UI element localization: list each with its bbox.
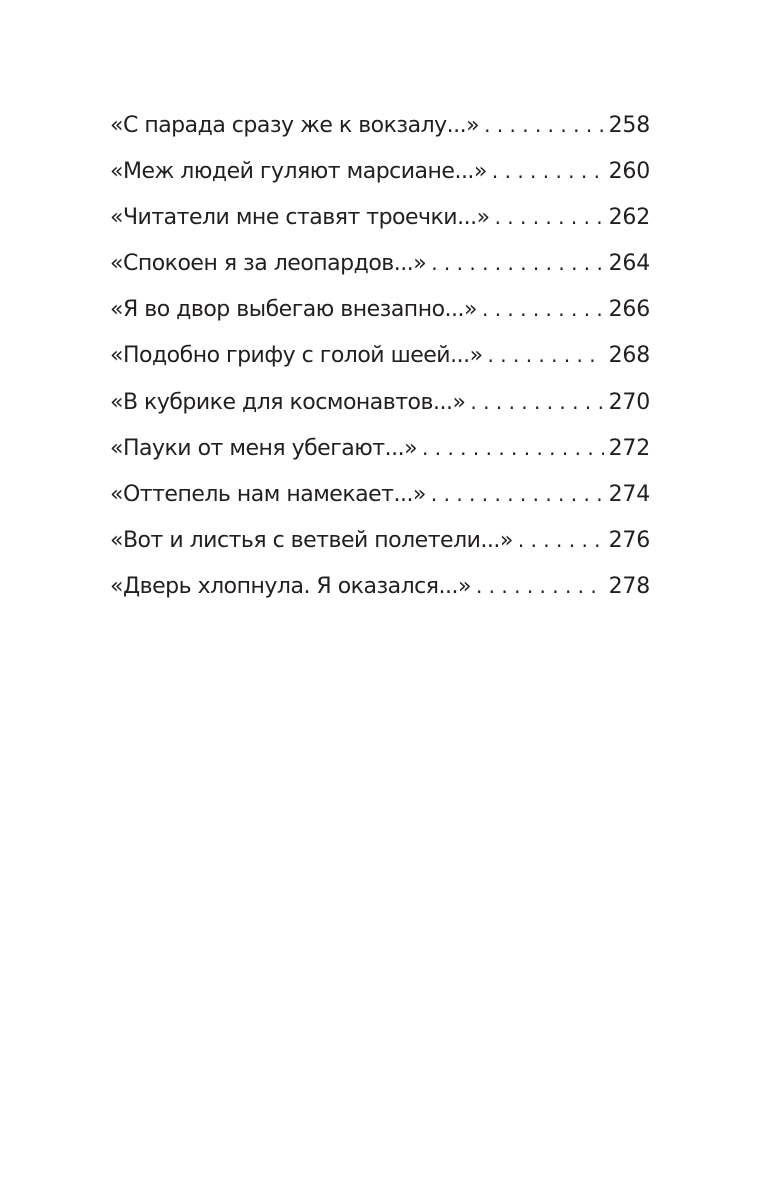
toc-entry-title: «Читатели мне ставят троечки...» (110, 205, 490, 231)
toc-entry-page-number: 268 (608, 343, 650, 369)
toc-entry-title: «Пауки от меня убегают...» (110, 435, 418, 461)
toc-entry (110, 521, 650, 567)
dot-leader (492, 152, 604, 190)
dot-leader (518, 521, 604, 559)
toc-entry-page-number: 276 (608, 527, 650, 553)
toc-entry-page-number: 274 (608, 481, 650, 507)
toc-entry-page-number: 264 (608, 251, 650, 277)
toc-entry-page-number: 266 (608, 297, 650, 323)
toc-entry (110, 198, 650, 244)
dot-leader (484, 106, 603, 144)
table-of-contents (110, 106, 650, 613)
toc-entry-title: «С парада сразу же к вокзалу...» (110, 113, 480, 138)
toc-entry (110, 567, 650, 613)
toc-entry-title: «Подобно грифу с голой шеей...» (110, 343, 483, 369)
toc-entry (110, 152, 650, 198)
toc-entry-title: «В кубрике для космонавтов...» (110, 389, 466, 415)
toc-entry (110, 336, 650, 382)
toc-entry-page-number: 262 (608, 205, 650, 231)
toc-entry-page-number: 270 (608, 389, 650, 415)
toc-entry (110, 290, 650, 336)
dot-leader (488, 336, 604, 374)
toc-entry-page-number: 258 (608, 113, 650, 138)
toc-entry (110, 429, 650, 475)
toc-entry-page-number: 272 (608, 435, 650, 461)
toc-entry (110, 244, 650, 290)
toc-entry-page-number: 260 (608, 159, 650, 185)
dot-leader (431, 244, 603, 282)
toc-entry-title: «Вот и листья с ветвей полетели...» (110, 527, 513, 553)
toc-entry (110, 383, 650, 429)
toc-entry (110, 106, 650, 152)
dot-leader (431, 475, 604, 513)
dot-leader (495, 198, 604, 236)
dot-leader (470, 383, 603, 421)
toc-entry (110, 475, 650, 521)
toc-entry-title: «Я во двор выбегаю внезапно...» (110, 297, 477, 323)
dot-leader (422, 429, 604, 467)
toc-entry-title: «Спокоен я за леопардов...» (110, 251, 427, 277)
dot-leader (482, 290, 604, 328)
dot-leader (476, 567, 604, 605)
toc-entry-title: «Оттепель нам намекает...» (110, 481, 426, 507)
toc-entry-title: «Дверь хлопнула. Я оказался...» (110, 573, 471, 599)
toc-entry-title: «Меж людей гуляют марсиане...» (110, 159, 487, 185)
toc-entry-page-number: 278 (608, 573, 650, 599)
